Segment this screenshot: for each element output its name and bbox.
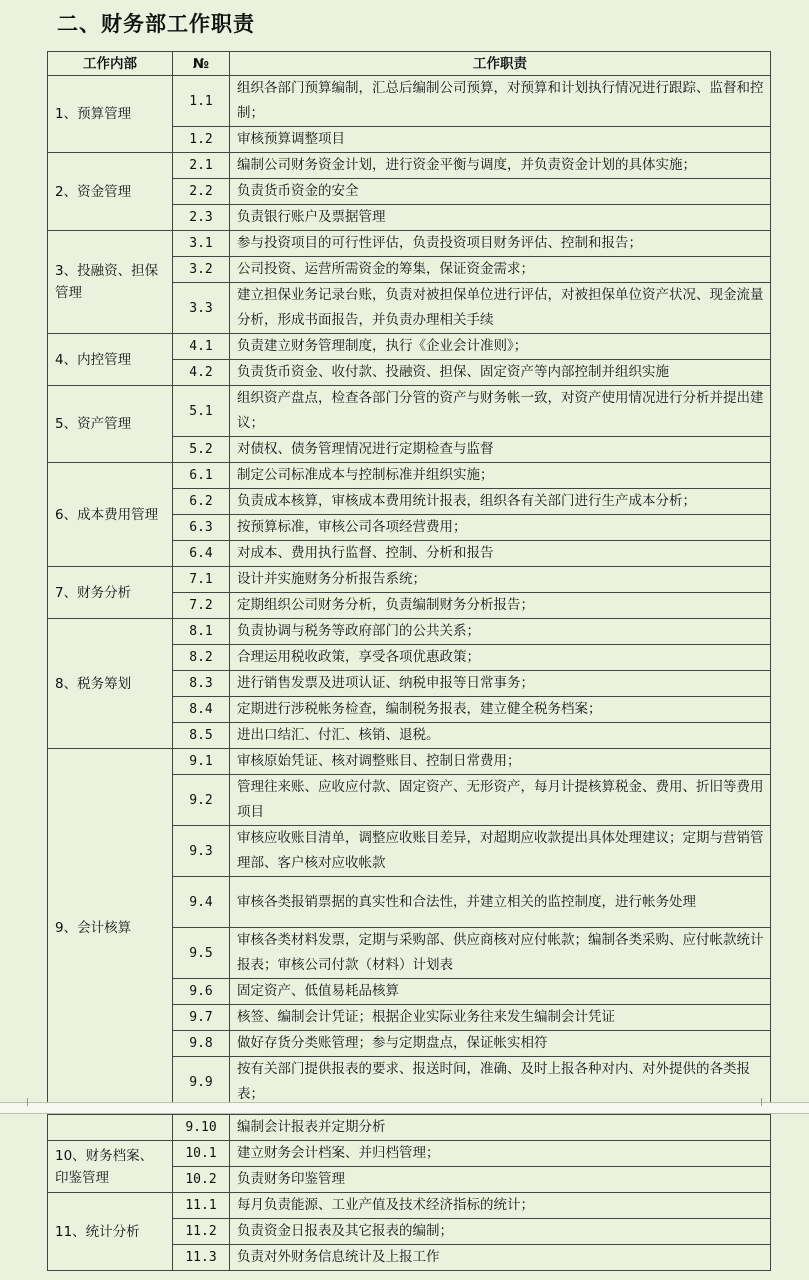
table-header-row: [48, 52, 771, 76]
item-number: 11.3: [173, 1245, 230, 1271]
section-name: 6、成本费用管理: [48, 463, 173, 567]
item-duty: 审核原始凭证、核对调整账目、控制日常费用；: [230, 749, 771, 775]
item-duty: 建立担保业务记录台账，负责对被担保单位进行评估，对被担保单位资产状况、现金流量分析，形成书面报告，并负责办理相关手续: [230, 283, 771, 334]
item-duty: 负责建立财务管理制度，执行《企业会计准则》；: [230, 334, 771, 360]
item-duty: 编制公司财务资金计划，进行资金平衡与调度，并负责资金计划的具体实施；: [230, 153, 771, 179]
item-number: 2.2: [173, 179, 230, 205]
item-duty: 进出口结汇、付汇、核销、退税。: [230, 723, 771, 749]
item-number: 9.7: [173, 1005, 230, 1031]
item-number: 3.2: [173, 257, 230, 283]
item-duty: 审核预算调整项目: [230, 127, 771, 153]
section-name: 2、资金管理: [48, 153, 173, 231]
item-duty: 核签、编制会计凭证；根据企业实际业务往来发生编制会计凭证: [230, 1005, 771, 1031]
item-duty: 负责资金日报表及其它报表的编制；: [230, 1219, 771, 1245]
item-duty: 进行销售发票及进项认证、纳税申报等日常事务；: [230, 671, 771, 697]
item-number: 8.5: [173, 723, 230, 749]
section-name: 3、投融资、担保管理: [48, 231, 173, 334]
item-duty: 负责财务印鉴管理: [230, 1167, 771, 1193]
item-number: 4.2: [173, 360, 230, 386]
item-number: 6.4: [173, 541, 230, 567]
section-name: 1、预算管理: [48, 76, 173, 153]
item-number: 5.1: [173, 386, 230, 437]
item-duty: 审核各类报销票据的真实性和合法性，并建立相关的监控制度，进行帐务处理: [230, 877, 771, 928]
item-duty: 负责成本核算，审核成本费用统计报表，组织各有关部门进行生产成本分析；: [230, 489, 771, 515]
section-name: 5、资产管理: [48, 386, 173, 463]
item-duty: 参与投资项目的可行性评估，负责投资项目财务评估、控制和报告；: [230, 231, 771, 257]
item-number: 7.1: [173, 567, 230, 593]
item-duty: 组织资产盘点，检查各部门分管的资产与财务帐一致，对资产使用情况进行分析并提出建议；: [230, 386, 771, 437]
table-row: [48, 231, 771, 257]
item-number: 9.3: [173, 826, 230, 877]
item-number: 1.1: [173, 76, 230, 127]
table-row: [48, 1115, 771, 1141]
item-duty: 管理往来账、应收应付款、固定资产、无形资产，每月计提核算税金、费用、折旧等费用项目: [230, 775, 771, 826]
item-duty: 按预算标准，审核公司各项经营费用；: [230, 515, 771, 541]
item-duty: 负责货币资金、收付款、投融资、担保、固定资产等内部控制并组织实施: [230, 360, 771, 386]
item-number: 9.4: [173, 877, 230, 928]
item-duty: 制定公司标准成本与控制标准并组织实施；: [230, 463, 771, 489]
item-duty: 负责货币资金的安全: [230, 179, 771, 205]
table-row: [48, 153, 771, 179]
table-row: [48, 334, 771, 360]
item-number: 10.2: [173, 1167, 230, 1193]
item-number: 8.1: [173, 619, 230, 645]
duties-table: [47, 51, 771, 1108]
section-name: 7、财务分析: [48, 567, 173, 619]
table-row: [48, 619, 771, 645]
item-duty: 对成本、费用执行监督、控制、分析和报告: [230, 541, 771, 567]
item-duty: 负责对外财务信息统计及上报工作: [230, 1245, 771, 1271]
page-break: [0, 1102, 809, 1114]
item-number: 1.2: [173, 127, 230, 153]
item-number: 6.1: [173, 463, 230, 489]
table-row: [48, 386, 771, 437]
duties-table-continued: [47, 1114, 771, 1271]
table-row: [48, 463, 771, 489]
item-duty: 负责协调与税务等政府部门的公共关系；: [230, 619, 771, 645]
item-duty: 审核应收账目清单，调整应收账目差异，对超期应收款提出具体处理建议；定期与营销管理部、客户核对应收帐款: [230, 826, 771, 877]
item-number: 2.3: [173, 205, 230, 231]
item-number: 6.2: [173, 489, 230, 515]
section-name: 11、统计分析: [48, 1193, 173, 1271]
item-number: 9.2: [173, 775, 230, 826]
item-duty: 合理运用税收政策，享受各项优惠政策；: [230, 645, 771, 671]
section-name: 9、会计核算: [48, 749, 173, 1108]
item-number: 9.8: [173, 1031, 230, 1057]
item-duty: 定期进行涉税帐务检查，编制税务报表，建立健全税务档案；: [230, 697, 771, 723]
section-name: [48, 1115, 173, 1141]
item-number: 9.10: [173, 1115, 230, 1141]
item-number: 9.1: [173, 749, 230, 775]
item-duty: 编制会计报表并定期分析: [230, 1115, 771, 1141]
item-number: 6.3: [173, 515, 230, 541]
item-duty: 按有关部门提供报表的要求、报送时间，准确、及时上报各种对内、对外提供的各类报表；: [230, 1057, 771, 1108]
item-number: 10.1: [173, 1141, 230, 1167]
item-duty: 定期组织公司财务分析，负责编制财务分析报告；: [230, 593, 771, 619]
item-number: 9.6: [173, 979, 230, 1005]
item-number: 9.9: [173, 1057, 230, 1108]
section-name: 10、财务档案、印鉴管理: [48, 1141, 173, 1193]
header-no: №: [173, 52, 230, 76]
crop-mark: [761, 1098, 762, 1106]
page-title: 二、财务部工作职责: [57, 11, 255, 36]
table-row: [48, 1141, 771, 1167]
item-number: 7.2: [173, 593, 230, 619]
section-name: 8、税务筹划: [48, 619, 173, 749]
item-duty: 做好存货分类账管理；参与定期盘点，保证帐实相符: [230, 1031, 771, 1057]
section-name: 4、内控管理: [48, 334, 173, 386]
table-row: [48, 76, 771, 127]
item-number: 4.1: [173, 334, 230, 360]
item-number: 11.2: [173, 1219, 230, 1245]
item-duty: 建立财务会计档案、并归档管理；: [230, 1141, 771, 1167]
item-number: 8.2: [173, 645, 230, 671]
table-row: [48, 567, 771, 593]
item-number: 3.1: [173, 231, 230, 257]
item-duty: 审核各类材料发票，定期与采购部、供应商核对应付帐款；编制各类采购、应付帐款统计报表；审核公司付款（材料）计划表: [230, 928, 771, 979]
item-duty: 公司投资、运营所需资金的筹集，保证资金需求；: [230, 257, 771, 283]
table-row: [48, 749, 771, 775]
item-duty: 负责银行账户及票据管理: [230, 205, 771, 231]
header-duty: 工作职责: [230, 52, 771, 76]
item-number: 3.3: [173, 283, 230, 334]
item-duty: 组织各部门预算编制，汇总后编制公司预算，对预算和计划执行情况进行跟踪、监督和控制；: [230, 76, 771, 127]
item-duty: 设计并实施财务分析报告系统；: [230, 567, 771, 593]
item-number: 9.5: [173, 928, 230, 979]
item-duty: 固定资产、低值易耗品核算: [230, 979, 771, 1005]
header-dept: 工作内部: [48, 52, 173, 76]
item-number: 8.3: [173, 671, 230, 697]
table-row: [48, 1193, 771, 1219]
item-duty: 对债权、债务管理情况进行定期检查与监督: [230, 437, 771, 463]
item-number: 8.4: [173, 697, 230, 723]
item-duty: 每月负责能源、工业产值及技术经济指标的统计；: [230, 1193, 771, 1219]
item-number: 5.2: [173, 437, 230, 463]
item-number: 11.1: [173, 1193, 230, 1219]
crop-mark: [27, 1098, 28, 1106]
item-number: 2.1: [173, 153, 230, 179]
